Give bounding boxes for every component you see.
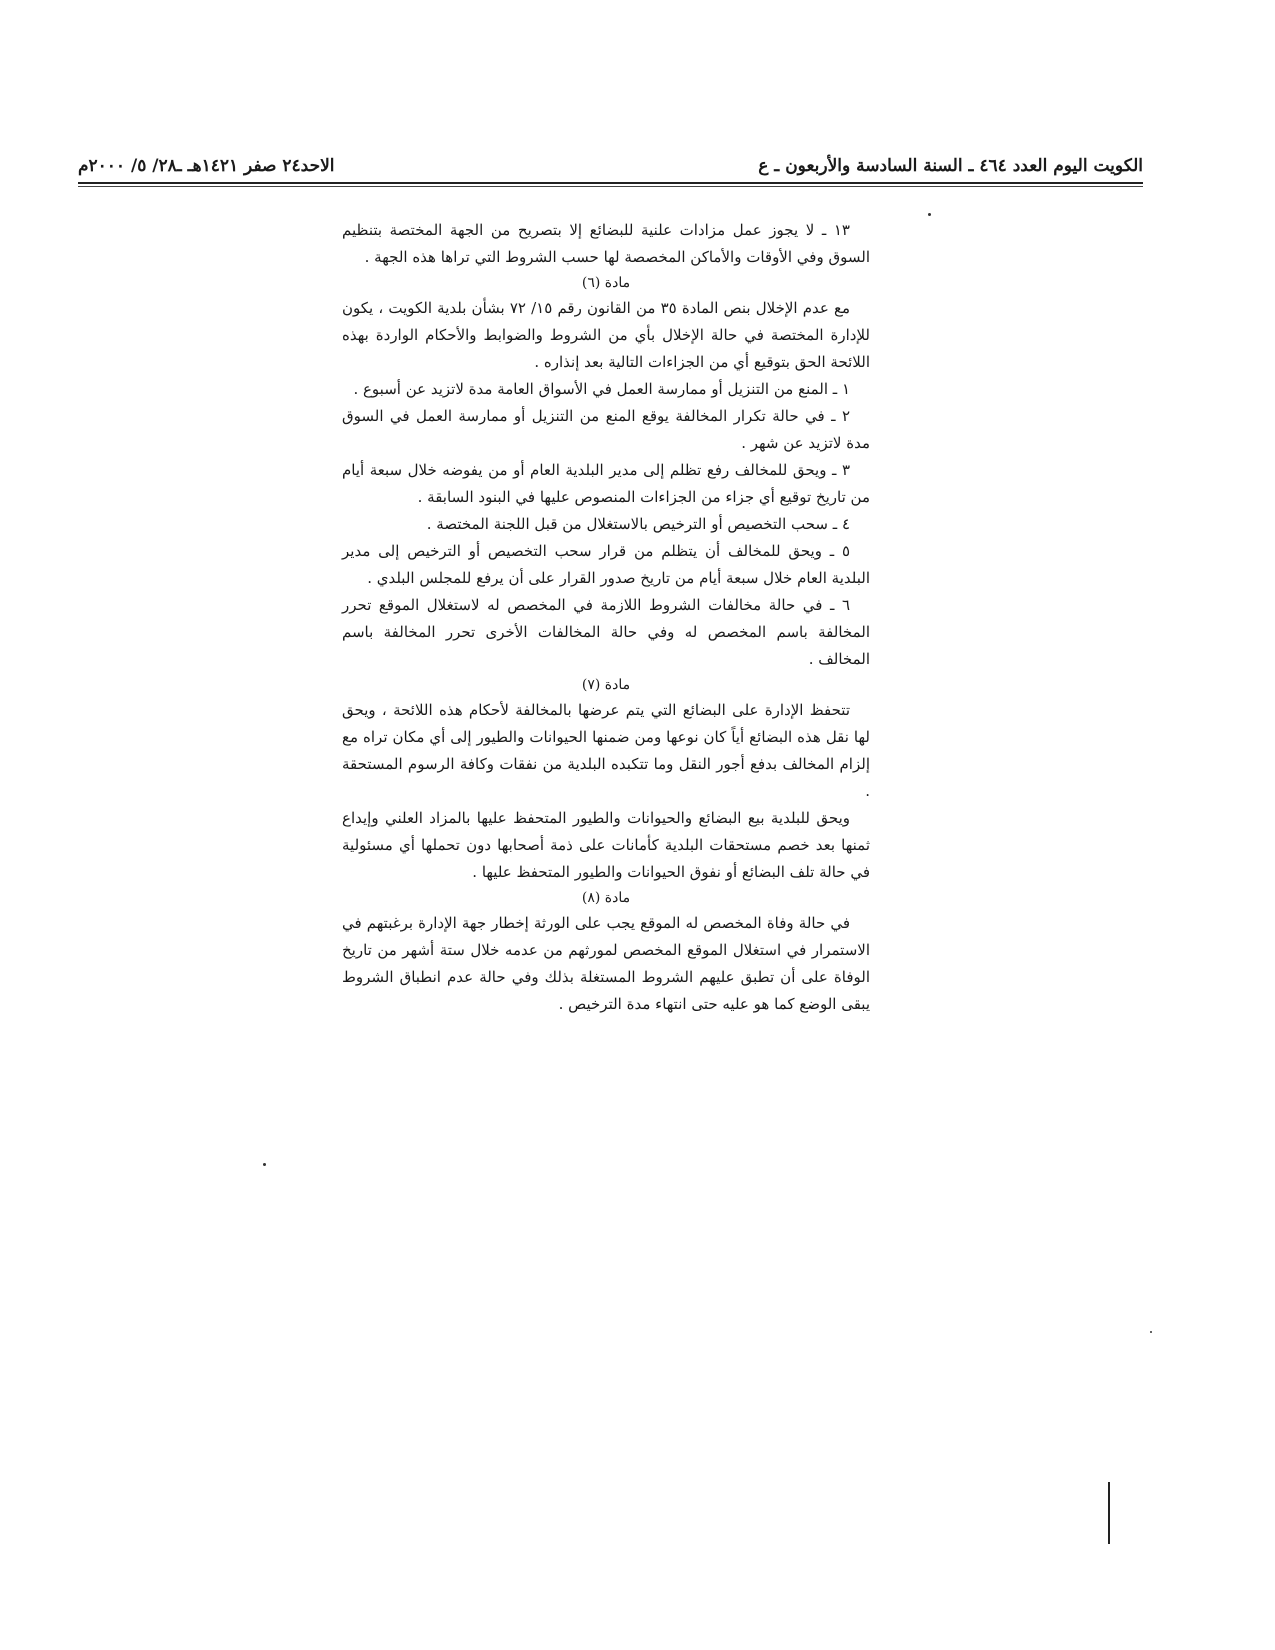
paragraph: ٥ ـ ويحق للمخالف أن يتظلم من قرار سحب التخصيص أو الترخيص إلى مدير البلدية العام خلال سبعة أيام من تاريخ صدور القرار على أن يرفع للمجلس البلدي . bbox=[342, 542, 870, 587]
scan-speck bbox=[1150, 1331, 1152, 1333]
gazette-title: الكويت اليوم العدد ٤٦٤ ـ السنة السادسة والأربعون ـ ع bbox=[758, 156, 1143, 176]
paragraph: ٣ ـ ويحق للمخالف رفع تظلم إلى مدير البلدية العام أو من يفوضه خلال سبعة أيام من تاريخ توقيع أي جزاء من الجزاءات المنصوص عليها في البنود السابقة . bbox=[342, 461, 870, 506]
paragraph: تتحفظ الإدارة على البضائع التي يتم عرضها بالمخالفة لأحكام هذه اللائحة ، ويحق لها نقل هذه البضائع أياً كان نوعها ومن ضمنها الحيوانات والطيور إلى أي مكان تراه مع إلزام المخالف بدفع أجور النقل وما تتكبده البلدية من نفقات وكافة الرسوم المستحقة . bbox=[342, 701, 870, 800]
paragraph: في حالة وفاة المخصص له الموقع يجب على الورثة إخطار جهة الإدارة برغبتهم في الاستمرار في استغلال الموقع المخصص لمورثهم من عدمه خلال ستة أشهر من تاريخ الوفاة على أن تطبق عليهم الشروط المستغلة بذلك وفي حالة عدم انطباق الشروط يبقى الوضع كما هو عليه حتى انتهاء مدة الترخيص . bbox=[342, 914, 870, 1013]
header-divider-thin bbox=[78, 186, 1143, 187]
paragraph: ١ ـ المنع من التنزيل أو ممارسة العمل في الأسواق العامة مدة لاتزيد عن أسبوع . bbox=[353, 380, 850, 398]
scan-speck bbox=[263, 1163, 266, 1166]
paragraph: ١٣ ـ لا يجوز عمل مزادات علنية للبضائع إلا بتصريح من الجهة المختصة بتنظيم السوق وفي الأوقات والأماكن المخصصة لها حسب الشروط التي تراها هذه الجهة . bbox=[342, 221, 870, 266]
article-heading: مادة (٨) bbox=[581, 890, 631, 906]
paragraph: ٦ ـ في حالة مخالفات الشروط اللازمة في المخصص له لاستغلال الموقع تحرر المخالفة باسم المخصص له وفي حالة المخالفات الأخرى تحرر المخالفة باسم المخالف . bbox=[342, 596, 870, 668]
paragraph: ويحق للبلدية بيع البضائع والحيوانات والطيور المتحفظ عليها بالمزاد العلني وإيداع ثمنها بعد خصم مستحقات البلدية كأمانات على ذمة أصحابها دون تحملها أي مسئولية في حالة تلف البضائع أو نفوق الحيوانات والطيور المتحفظ عليها . bbox=[342, 809, 870, 881]
page-header bbox=[78, 156, 1143, 182]
paragraph: ٢ ـ في حالة تكرار المخالفة يوقع المنع من التنزيل أو ممارسة العمل في السوق مدة لاتزيد عن شهر . bbox=[342, 407, 870, 452]
paragraph: مع عدم الإخلال بنص المادة ٣٥ من القانون رقم ١٥/ ٧٢ بشأن بلدية الكويت ، يكون للإدارة المختصة في حالة الإخلال بأي من الشروط والضوابط والأحكام الواردة بهذه اللائحة الحق بتوقيع أي من الجزاءات التالية بعد إنذاره . bbox=[342, 299, 870, 371]
article-heading: مادة (٦) bbox=[581, 275, 631, 291]
scan-speck bbox=[928, 213, 931, 216]
header-divider bbox=[78, 182, 1143, 184]
issue-date: الاحد٢٤ صفر ١٤٢١هـ ـ٢٨/ ٥/ ٢٠٠٠م bbox=[78, 156, 335, 176]
article-heading: مادة (٧) bbox=[581, 677, 631, 693]
scan-margin-line bbox=[1108, 1482, 1110, 1544]
article-body bbox=[342, 217, 870, 1018]
paragraph: ٤ ـ سحب التخصيص أو الترخيص بالاستغلال من قبل اللجنة المختصة . bbox=[426, 515, 850, 533]
